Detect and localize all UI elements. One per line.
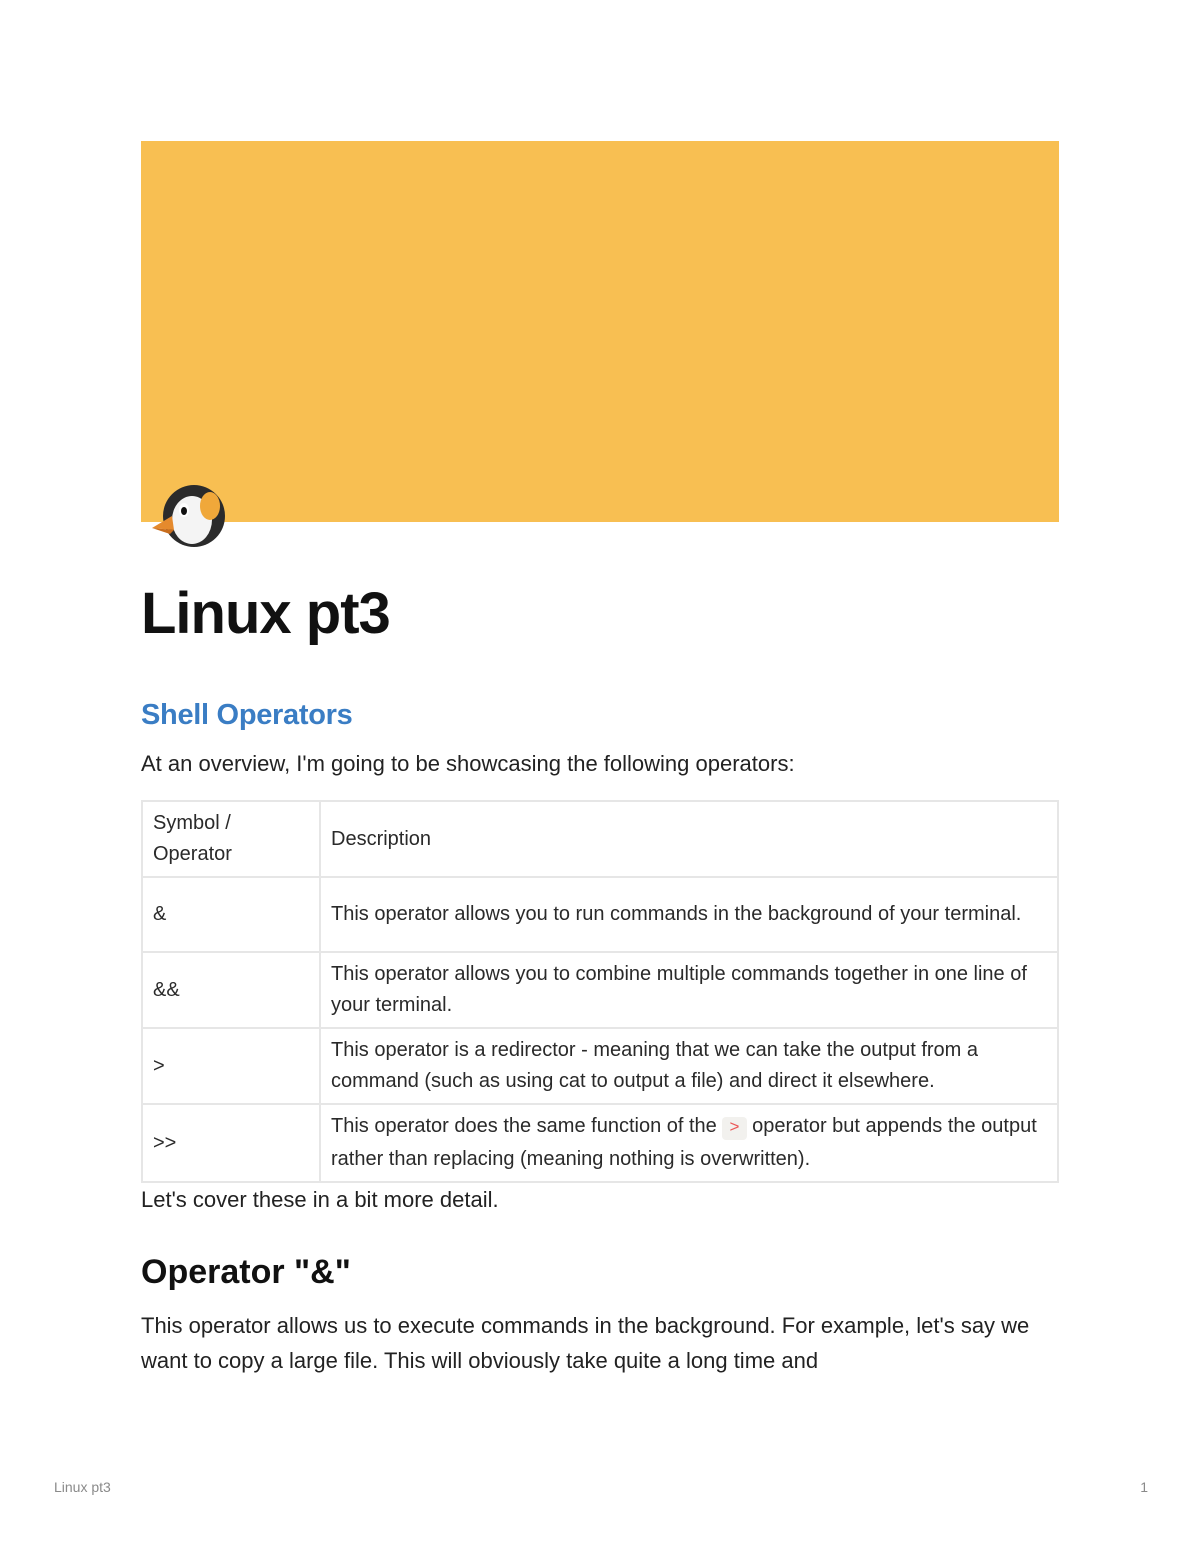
table-cell-symbol: > xyxy=(142,1028,320,1104)
table-row xyxy=(142,1028,1058,1104)
inline-code: > xyxy=(722,1117,746,1140)
footer-title: Linux pt3 xyxy=(54,1479,111,1495)
description-text: operator but appends the output rather than replacing (meaning nothing is overwritten). xyxy=(331,1115,1037,1170)
table-row xyxy=(142,877,1058,952)
table-cell-description: This operator allows you to run commands in the background of your terminal. xyxy=(320,877,1058,952)
table-cell-description: This operator allows you to combine multiple commands together in one line of your terminal. xyxy=(320,952,1058,1028)
table-header-row xyxy=(142,801,1058,877)
operator-heading: Operator "&" xyxy=(141,1253,351,1291)
body-paragraph: This operator allows us to execute commands in the background. For example, let's say we want to copy a large file. This will obviously take quite a long time and xyxy=(141,1313,1030,1373)
page-title: Linux pt3 xyxy=(141,581,390,646)
followup-paragraph: Let's cover these in a bit more detail. xyxy=(141,1187,499,1212)
table-header-symbol: Symbol / Operator xyxy=(142,801,320,877)
description-text: This operator does the same function of the xyxy=(331,1115,717,1137)
table-cell-description: This operator is a redirector - meaning that we can take the output from a command (such as using cat to output a file) and direct it elsewhere. xyxy=(320,1028,1058,1104)
table-row xyxy=(142,1104,1058,1182)
table-cell-symbol: >> xyxy=(142,1104,320,1182)
intro-paragraph: At an overview, I'm going to be showcasing the following operators: xyxy=(141,751,795,776)
table-cell-symbol: && xyxy=(142,952,320,1028)
penguin-icon xyxy=(148,482,228,548)
table-header-description: Description xyxy=(320,801,1058,877)
section-heading: Shell Operators xyxy=(141,699,353,731)
table-cell-symbol: & xyxy=(142,877,320,952)
operators-table xyxy=(141,800,1059,1183)
table-row xyxy=(142,952,1058,1028)
cover-image xyxy=(141,141,1059,522)
table-cell-description xyxy=(320,1104,1058,1182)
page-number: 1 xyxy=(1140,1479,1148,1495)
